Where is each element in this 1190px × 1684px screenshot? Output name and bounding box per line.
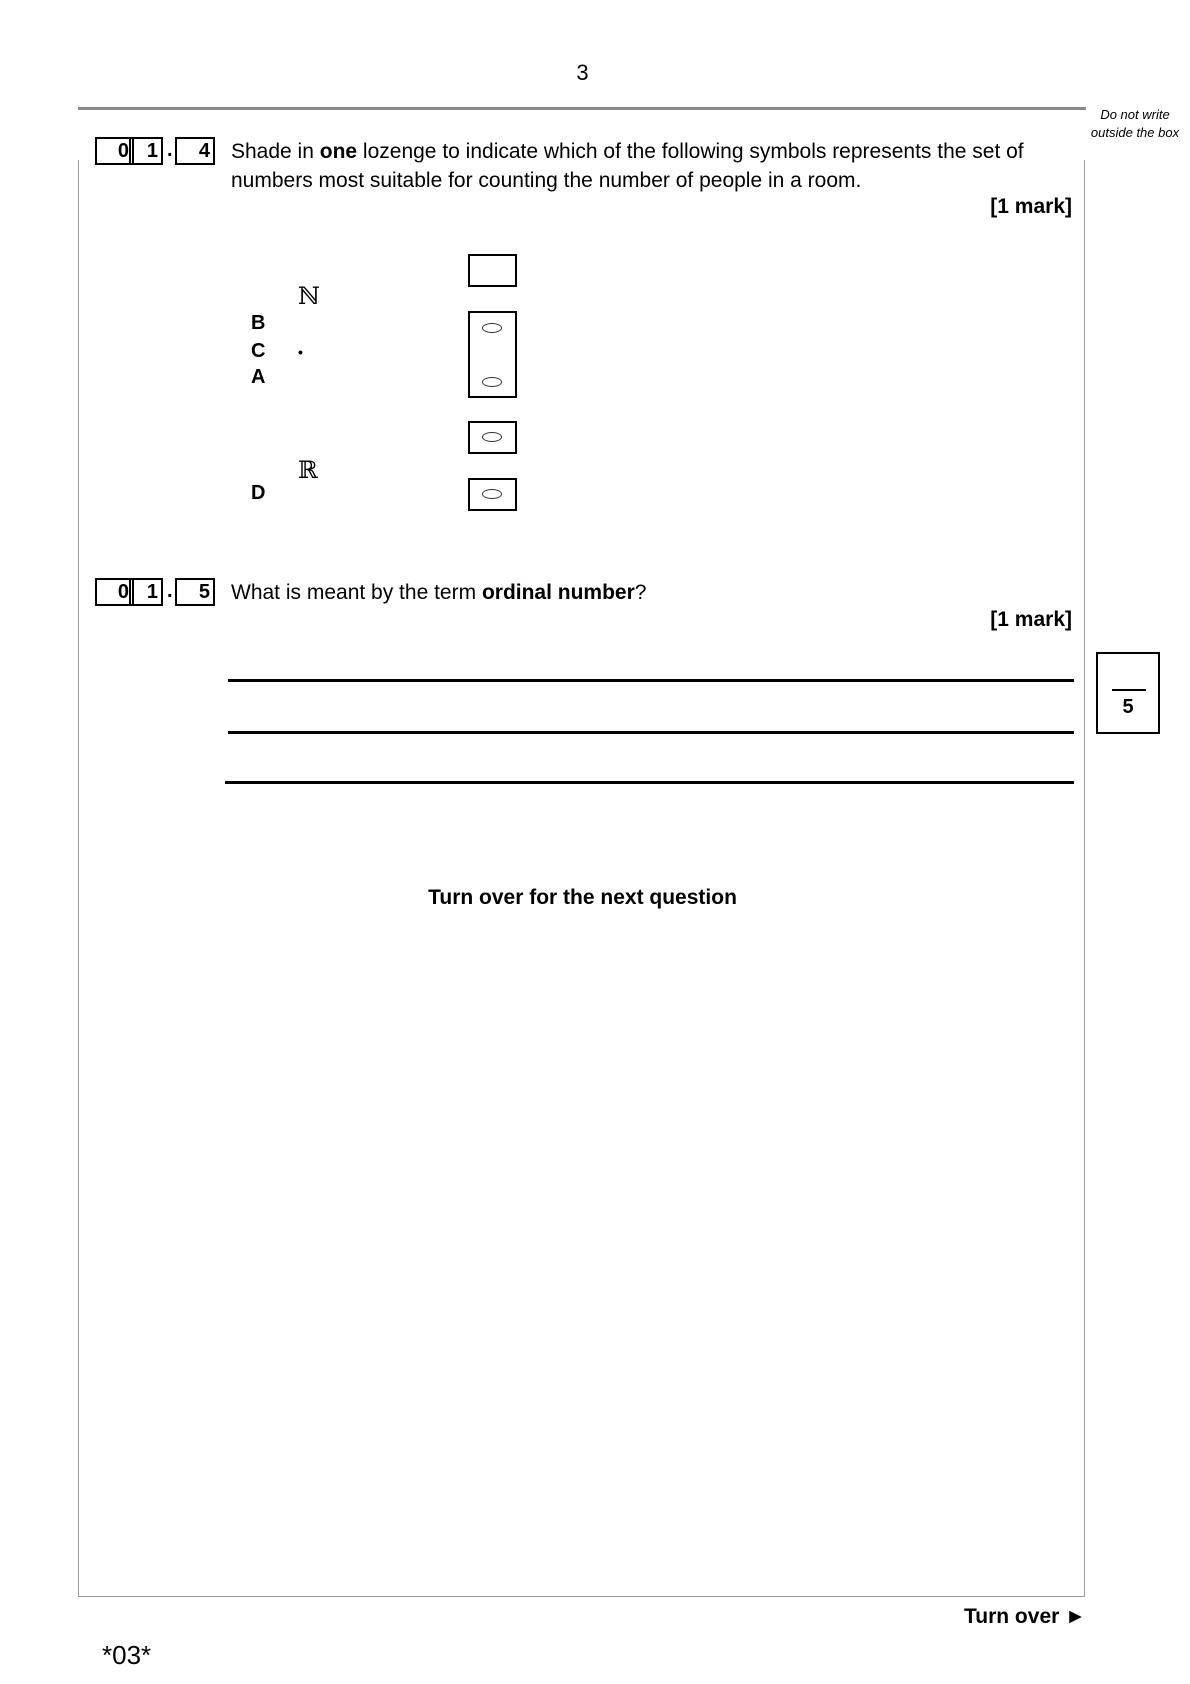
margin-note: Do not write outside the box: [1090, 107, 1180, 140]
option-d-symbol: ℝ: [298, 456, 318, 484]
question-01-4-mark: [1 mark]: [990, 195, 1072, 218]
page-barcode-text: *03*: [102, 1640, 152, 1670]
turn-over-next-question: Turn over for the next question: [428, 886, 737, 909]
question-digit-box: 1: [129, 137, 163, 165]
question-digit-box: 0: [95, 137, 134, 165]
score-box: [1096, 652, 1160, 734]
option-b-letter: B: [251, 312, 266, 334]
lozenge-box-tall[interactable]: [468, 311, 517, 398]
top-rule: [78, 107, 1086, 110]
question-01-4-text: Shade in one lozenge to indicate which of the following symbols represents the set of numbers most suitable for counting the number of people in a room.: [231, 140, 1024, 192]
question-digit-box: 5: [175, 578, 215, 606]
question-dot: .: [167, 139, 173, 161]
lozenge-box-d[interactable]: [468, 478, 517, 511]
option-b-symbol: ℕ: [298, 282, 320, 310]
lozenge-oval[interactable]: [482, 323, 502, 333]
lozenge-box-top[interactable]: [468, 254, 517, 287]
question-01-5-mark: [1 mark]: [990, 608, 1072, 631]
option-c-symbol: •: [298, 344, 303, 360]
question-01-5-text: What is meant by the term ordinal number?: [231, 581, 647, 604]
option-c-letter: C: [251, 340, 266, 362]
margin-border: [78, 160, 1085, 1597]
question-digit-box: 4: [175, 137, 215, 165]
lozenge-oval[interactable]: [482, 489, 502, 499]
option-a-letter: A: [251, 366, 266, 388]
answer-line[interactable]: [228, 731, 1074, 734]
lozenge-box-third[interactable]: [468, 421, 517, 454]
turn-over-label: Turn over ►: [964, 1605, 1086, 1628]
answer-line[interactable]: [225, 781, 1074, 784]
page-number: 3: [576, 60, 589, 85]
score-line: [1112, 689, 1146, 691]
score-total: 5: [1122, 696, 1134, 718]
lozenge-oval[interactable]: [482, 377, 502, 387]
question-digit-box: 1: [129, 578, 163, 606]
question-dot: .: [167, 580, 173, 602]
lozenge-oval[interactable]: [482, 432, 502, 442]
answer-line[interactable]: [228, 679, 1074, 682]
option-d-letter: D: [251, 482, 266, 504]
question-digit-box: 0: [95, 578, 134, 606]
